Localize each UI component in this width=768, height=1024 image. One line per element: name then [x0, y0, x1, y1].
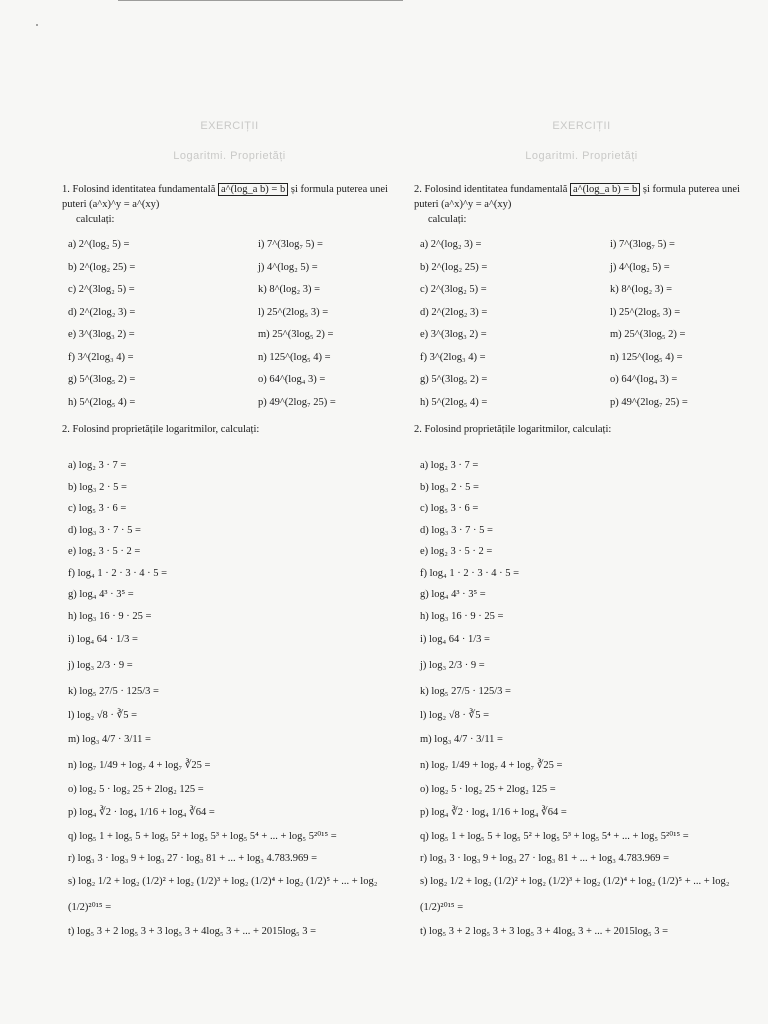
exercise-item: n) log₇ 1/49 + log₇ 4 + log₇ ∛25 =	[68, 759, 211, 771]
exercise-item: i) 7^(3log₇ 5) =	[258, 239, 323, 250]
exercise-item: i) log₄ 64 · 1/3 =	[420, 634, 490, 645]
exercise-item: j) log₃ 2/3 · 9 =	[420, 660, 485, 671]
exercise-item: s) log₂ 1/2 + log₂ (1/2)² + log₂ (1/2)³ + log₂ (1/2)⁴ + log₂ (1/2)⁵ + ... + log₂ (1/2)²⁰¹⁵ =	[420, 876, 730, 913]
prompt-text-post: și formula puterea unei puteri (a^x)^y = a^(xy)	[62, 184, 388, 210]
exercise-item: b) log₃ 2 · 5 =	[420, 481, 479, 493]
exercise-item: r) log₃ 3 · log₃ 9 + log₃ 27 · log₃ 81 + ... + log₃ 4.783.969 =	[68, 852, 318, 864]
exercise-item: l) 25^(2log₅ 3) =	[610, 306, 681, 318]
right-column	[414, 120, 749, 943]
exercise-item: a) log₂ 3 · 7 =	[68, 460, 127, 471]
exercise-item: k) log₅ 27/5 · 125/3 =	[68, 686, 159, 697]
left-header	[62, 120, 397, 162]
exercise-item: e) 3^(3log₃ 2) =	[68, 329, 135, 340]
right-header	[414, 120, 749, 162]
left-exercise-1-prompt	[62, 182, 397, 227]
exercise-item: l) log₂ √8 · ∛5 =	[420, 710, 489, 721]
prompt-text-post: și formula puterea unei puteri (a^x)^y = a^(xy)	[414, 184, 740, 210]
exercise-item: s) log₂ 1/2 + log₂ (1/2)² + log₂ (1/2)³ + log₂ (1/2)⁴ + log₂ (1/2)⁵ + ... + log₂ (1/2)²⁰¹⁵ =	[68, 876, 378, 913]
exercise-item: d) 2^(2log₂ 3) =	[420, 306, 488, 318]
exercise-item: h) log₃ 16 · 9 · 25 =	[68, 610, 152, 622]
right-header-title: EXERCIȚII	[552, 120, 611, 132]
exercise-item: n) log₇ 1/49 + log₇ 4 + log₇ ∛25 =	[420, 759, 563, 771]
exercise-item: k) 8^(log₂ 3) =	[258, 284, 321, 295]
exercise-item: t) log₅ 3 + 2 log₅ 3 + 3 log₅ 3 + 4log₅ 3 + ... + 2015log₅ 3 =	[420, 926, 669, 937]
exercise-item: g) 5^(3log₅ 2) =	[420, 374, 488, 385]
exercise-item: o) 64^(log₄ 3) =	[610, 374, 678, 385]
exercise-item: f) 3^(2log₃ 4) =	[68, 351, 134, 363]
exercise-item: c) 2^(3log₂ 5) =	[420, 284, 487, 295]
exercise-item: i) 7^(3log₇ 5) =	[610, 239, 675, 250]
exercise-item: p) 49^(2log₇ 25) =	[610, 396, 688, 408]
boxed-identity: a^(log_a b) = b	[570, 183, 640, 196]
exercise-item: p) 49^(2log₇ 25) =	[258, 396, 336, 408]
exercise-item: i) log₄ 64 · 1/3 =	[68, 634, 138, 645]
right-exercise-2-items	[414, 455, 749, 943]
exercise-item: a) 2^(log₂ 3) =	[420, 239, 482, 250]
exercise-item: c) 2^(3log₂ 5) =	[68, 284, 135, 295]
exercise-item: t) log₅ 3 + 2 log₅ 3 + 3 log₅ 3 + 4log₅ 3 + ... + 2015log₅ 3 =	[68, 926, 317, 937]
exercise-item: k) log₅ 27/5 · 125/3 =	[420, 686, 511, 697]
exercise-item: c) log₅ 3 · 6 =	[68, 503, 127, 514]
right-exercise-2-title: 2. Folosind proprietățile logaritmilor, calculați:	[414, 424, 612, 435]
exercise-item: p) log₄ ∛2 · log₄ 1/16 + log₄ ∛64 =	[68, 807, 215, 818]
exercise-item: m) log₃ 4/7 · 3/11 =	[68, 733, 151, 745]
exercise-item: d) log₃ 3 · 7 · 5 =	[420, 524, 493, 536]
exercise-number: 2.	[414, 184, 422, 195]
exercise-item: m) 25^(3log₅ 2) =	[258, 329, 334, 340]
exercise-item: m) 25^(3log₅ 2) =	[610, 329, 686, 340]
exercise-item: o) log₂ 5 · log₂ 25 + 2log₂ 125 =	[420, 783, 556, 795]
exercise-item: g) 5^(3log₅ 2) =	[68, 374, 136, 385]
exercise-item: d) 2^(2log₂ 3) =	[68, 306, 136, 318]
exercise-item: m) log₃ 4/7 · 3/11 =	[420, 733, 503, 745]
exercise-item: q) log₅ 1 + log₅ 5 + log₅ 5² + log₅ 5³ + log₅ 5⁴ + ... + log₅ 5²⁰¹⁵ =	[420, 831, 689, 842]
exercise-item: e) 3^(3log₃ 2) =	[420, 329, 487, 340]
exercise-item: p) log₄ ∛2 · log₄ 1/16 + log₄ ∛64 =	[420, 807, 567, 818]
exercise-item: b) log₃ 2 · 5 =	[68, 481, 127, 493]
exercise-item: f) log₄ 1 · 2 · 3 · 4 · 5 =	[420, 567, 520, 579]
exercise-item: o) log₂ 5 · log₂ 25 + 2log₂ 125 =	[68, 783, 204, 795]
exercise-item: h) log₃ 16 · 9 · 25 =	[420, 610, 504, 622]
right-exercise-1-items	[414, 235, 749, 412]
exercise-item: a) 2^(log₂ 5) =	[68, 239, 130, 250]
exercise-item: j) 4^(log₂ 5) =	[610, 261, 670, 273]
left-header-subtitle: Logaritmi. Proprietăți	[173, 150, 286, 162]
calc-label: calculați:	[76, 214, 115, 225]
exercise-item: g) log₄ 4³ · 3⁵ =	[68, 589, 134, 600]
exercise-item: q) log₅ 1 + log₅ 5 + log₅ 5² + log₅ 5³ + log₅ 5⁴ + ... + log₅ 5²⁰¹⁵ =	[68, 831, 337, 842]
left-exercise-1-items	[62, 235, 397, 412]
exercise-item: h) 5^(2log₅ 4) =	[68, 396, 136, 408]
left-column	[62, 120, 397, 943]
exercise-item: j) log₃ 2/3 · 9 =	[68, 660, 133, 671]
exercise-item: n) 125^(log₅ 4) =	[610, 351, 683, 363]
exercise-item: o) 64^(log₄ 3) =	[258, 374, 326, 385]
exercise-item: f) 3^(2log₃ 4) =	[420, 351, 486, 363]
scan-edge-line	[118, 0, 403, 1]
exercise-item: e) log₂ 3 · 5 · 2 =	[68, 546, 141, 557]
left-exercise-2-items	[62, 455, 397, 943]
exercise-item: d) log₃ 3 · 7 · 5 =	[68, 524, 141, 536]
scan-speck	[36, 24, 38, 26]
boxed-identity: a^(log_a b) = b	[218, 183, 288, 196]
exercise-item: k) 8^(log₂ 3) =	[610, 284, 673, 295]
exercise-item: l) log₂ √8 · ∛5 =	[68, 710, 137, 721]
exercise-item: l) 25^(2log₅ 3) =	[258, 306, 329, 318]
prompt-text-pre: Folosind identitatea fundamentală	[424, 184, 568, 195]
exercise-item: g) log₄ 4³ · 3⁵ =	[420, 589, 486, 600]
exercise-item: b) 2^(log₂ 25) =	[420, 261, 488, 273]
exercise-item: f) log₄ 1 · 2 · 3 · 4 · 5 =	[68, 567, 168, 579]
exercise-item: c) log₅ 3 · 6 =	[420, 503, 479, 514]
exercise-item: n) 125^(log₅ 4) =	[258, 351, 331, 363]
exercise-item: h) 5^(2log₅ 4) =	[420, 396, 488, 408]
exercise-item: r) log₃ 3 · log₃ 9 + log₃ 27 · log₃ 81 + ... + log₃ 4.783.969 =	[420, 852, 670, 864]
calc-label: calculați:	[428, 214, 467, 225]
left-header-title: EXERCIȚII	[200, 120, 259, 132]
right-exercise-1-prompt	[414, 182, 749, 227]
exercise-item: j) 4^(log₂ 5) =	[258, 261, 318, 273]
right-header-subtitle: Logaritmi. Proprietăți	[525, 150, 638, 162]
left-exercise-2-title: 2. Folosind proprietățile logaritmilor, calculați:	[62, 424, 260, 435]
exercise-number: 1.	[62, 184, 70, 195]
exercise-item: b) 2^(log₂ 25) =	[68, 261, 136, 273]
exercise-item: a) log₂ 3 · 7 =	[420, 460, 479, 471]
prompt-text-pre: Folosind identitatea fundamentală	[72, 184, 216, 195]
exercise-item: e) log₂ 3 · 5 · 2 =	[420, 546, 493, 557]
